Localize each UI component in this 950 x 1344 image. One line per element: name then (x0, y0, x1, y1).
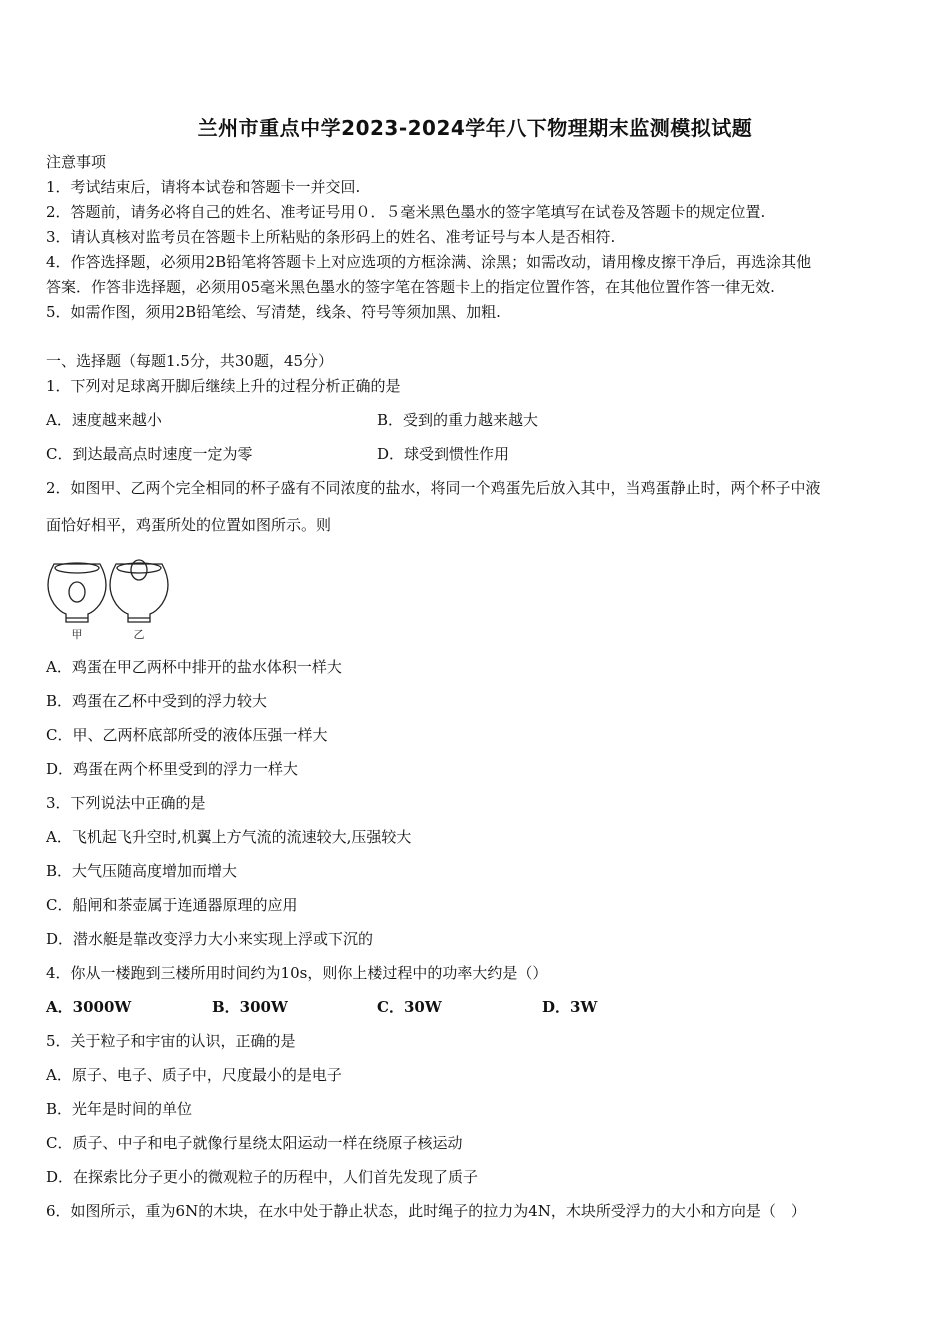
question-3-stem: 3．下列说法中正确的是 (46, 794, 206, 812)
section-heading: 一、选择题（每题1.5分，共30题，45分） (46, 352, 334, 370)
page-title: 兰州市重点中学2023-2024学年八下物理期末监测模拟试题 (197, 116, 753, 140)
q4-option-a: A．3000W (46, 998, 132, 1016)
question-2-stem-line2: 面恰好相平，鸡蛋所处的位置如图所示。则 (46, 516, 332, 534)
q2-option-c: C．甲、乙两杯底部所受的液体压强一样大 (46, 726, 328, 744)
notice-item: 5．如需作图，须用2B铅笔绘、写清楚，线条、符号等须加黑、加粗. (46, 303, 501, 321)
question-2-stem-line1: 2．如图甲、乙两个完全相同的杯子盛有不同浓度的盐水，将同一个鸡蛋先后放入其中，当鸡蛋静止时，两个杯子中液 (46, 479, 821, 497)
q3-option-c: C．船闸和茶壶属于连通器原理的应用 (46, 896, 298, 914)
q3-option-a: A．飞机起飞升空时,机翼上方气流的流速较大,压强较大 (46, 828, 412, 846)
notice-item: 3．请认真核对监考员在答题卡上所粘贴的条形码上的姓名、准考证号与本人是否相符. (46, 228, 616, 246)
q1-option-c: C．到达最高点时速度一定为零 (46, 445, 253, 463)
question-6-stem: 6．如图所示，重为6N的木块，在水中处于静止状态，此时绳子的拉力为4N，木块所受浮力的大小和方向是（ ） (46, 1202, 806, 1220)
q4-option-b: B．300W (212, 998, 288, 1016)
q2-option-a: A．鸡蛋在甲乙两杯中排开的盐水体积一样大 (46, 658, 342, 676)
q1-option-d: D．球受到惯性作用 (377, 445, 510, 463)
notice-item: 4．作答选择题，必须用2B铅笔将答题卡上对应选项的方框涂满、涂黑；如需改动，请用橡皮擦干净后，再选涂其他 (46, 253, 812, 271)
cups-figure (44, 556, 170, 642)
q2-option-b: B．鸡蛋在乙杯中受到的浮力较大 (46, 692, 268, 710)
cup-jia (48, 563, 106, 622)
q4-option-c: C．30W (377, 998, 442, 1016)
q5-option-b: B．光年是时间的单位 (46, 1100, 193, 1118)
notice-heading: 注意事项 (46, 153, 107, 171)
q5-option-c: C．质子、中子和电子就像行星绕太阳运动一样在绕原子核运动 (46, 1134, 463, 1152)
q3-option-d: D．潜水艇是靠改变浮力大小来实现上浮或下沉的 (46, 930, 374, 948)
q1-option-a: A．速度越来越小 (46, 411, 162, 429)
q1-option-b: B．受到的重力越来越大 (377, 411, 539, 429)
question-5-stem: 5．关于粒子和宇宙的认识，正确的是 (46, 1032, 296, 1050)
question-4-stem: 4．你从一楼跑到三楼所用时间约为10s，则你上楼过程中的功率大约是（） (46, 964, 548, 982)
notice-item: 答案．作答非选择题，必须用05毫米黑色墨水的签字笔在答题卡上的指定位置作答，在其他位置作答一律无效. (46, 278, 775, 296)
q4-option-d: D．3W (542, 998, 598, 1016)
q5-option-a: A．原子、电子、质子中，尺度最小的是电子 (46, 1066, 342, 1084)
fig-label-jia: 甲 (71, 628, 83, 641)
question-1-stem: 1．下列对足球离开脚后继续上升的过程分析正确的是 (46, 377, 401, 395)
notice-item: 1．考试结束后，请将本试卷和答题卡一并交回. (46, 178, 361, 196)
q3-option-b: B．大气压随高度增加而增大 (46, 862, 238, 880)
fig-label-yi: 乙 (133, 628, 145, 641)
notice-item: 2．答题前，请务必将自己的姓名、准考证号用０．５毫米黑色墨水的签字笔填写在试卷及答题卡的规定位置. (46, 203, 766, 221)
cup-yi (110, 560, 168, 622)
q5-option-d: D．在探索比分子更小的微观粒子的历程中，人们首先发现了质子 (46, 1168, 479, 1186)
q2-option-d: D．鸡蛋在两个杯里受到的浮力一样大 (46, 760, 299, 778)
